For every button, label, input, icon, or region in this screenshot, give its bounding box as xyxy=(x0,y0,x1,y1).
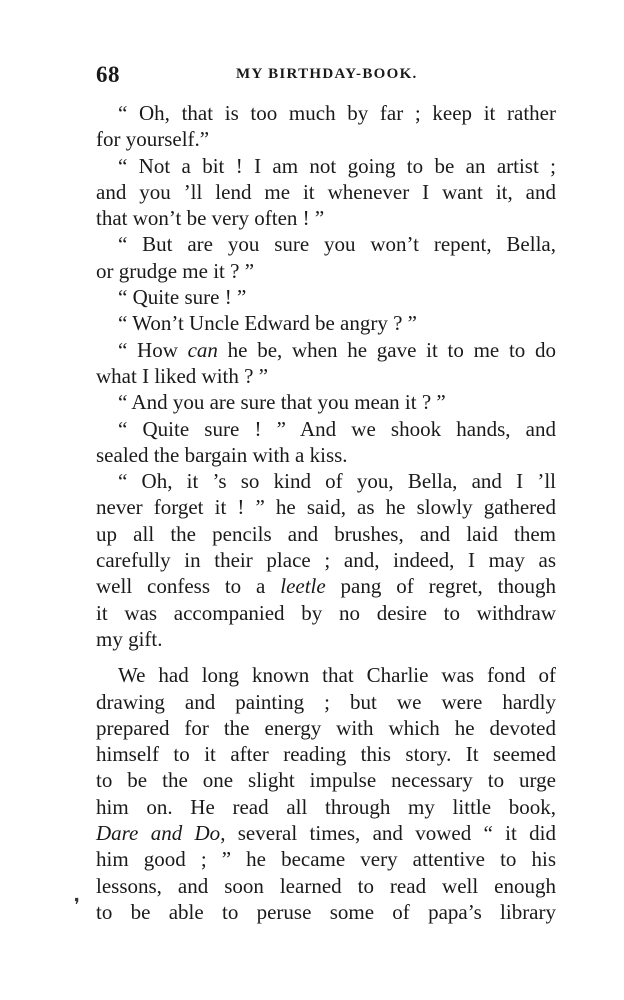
margin-mark: ❜ xyxy=(74,895,80,915)
text-line: that won’t be very often ! ” xyxy=(96,206,325,231)
page-number: 68 xyxy=(96,62,120,87)
text-line: himself to it after reading this story. It seemed xyxy=(96,742,556,767)
emphasis: can xyxy=(187,337,218,362)
running-head: MY BIRTHDAY-BOOK. xyxy=(236,66,418,82)
text-line: “ Oh, that is too much by far ; keep it rather xyxy=(118,101,556,125)
text-line: it was accompanied by no desire to withdraw xyxy=(96,600,556,625)
text-line: “ Not a bit ! I am not going to be an artist ; xyxy=(118,153,556,178)
text-line: and you ’ll lend me it whenever I want it, and xyxy=(96,179,556,204)
book-title: Dare and Do xyxy=(96,821,221,846)
page-header xyxy=(96,62,536,92)
text-line: “ Quite sure ! ” And we shook hands, and xyxy=(118,416,556,441)
text-line: never forget it ! ” he said, as he slowly gathered xyxy=(96,495,556,520)
text-line: lessons, and soon learned to read well enough xyxy=(96,873,556,898)
text-line: him good ; ” he became very attentive to his xyxy=(96,847,556,872)
text-line: for yourself.” xyxy=(96,127,210,152)
body-text xyxy=(96,100,556,925)
text-line: drawing and painting ; but we were hardly xyxy=(96,689,556,714)
text-line: carefully in their place ; and, indeed, I may as xyxy=(96,548,556,573)
text-line: well confess to a leetle pang of regret, though xyxy=(96,574,556,599)
text-line: up all the pencils and brushes, and laid them xyxy=(96,521,556,546)
text-line: what I liked with ? ” xyxy=(96,363,269,388)
text-line: “ Oh, it ’s so kind of you, Bella, and I ’ll xyxy=(118,469,556,494)
text-line: sealed the bargain with a kiss. xyxy=(96,442,348,467)
text-line: “ But are you sure you won’t repent, Bella, xyxy=(118,232,556,257)
text-line: or grudge me it ? ” xyxy=(96,258,255,283)
text-line: to be able to peruse some of papa’s library xyxy=(96,899,556,924)
text-line: “ Quite sure ! ” xyxy=(118,285,247,310)
emphasis: leetle xyxy=(280,574,326,599)
text-line: “ How can he be, when he gave it to me to do xyxy=(118,337,556,362)
text-line: him on. He read all through my little book, xyxy=(96,794,556,819)
text-line: We had long known that Charlie was fond of xyxy=(118,663,556,688)
text-line: to be the one slight impulse necessary to urge xyxy=(96,768,556,793)
text-line: prepared for the energy with which he devoted xyxy=(96,715,556,740)
text-line: “ Won’t Uncle Edward be angry ? ” xyxy=(118,311,418,336)
text-line: “ And you are sure that you mean it ? ” xyxy=(118,390,446,415)
text-line: Dare and Do, several times, and vowed “ it did xyxy=(96,821,557,846)
text-line: my gift. xyxy=(96,626,163,651)
